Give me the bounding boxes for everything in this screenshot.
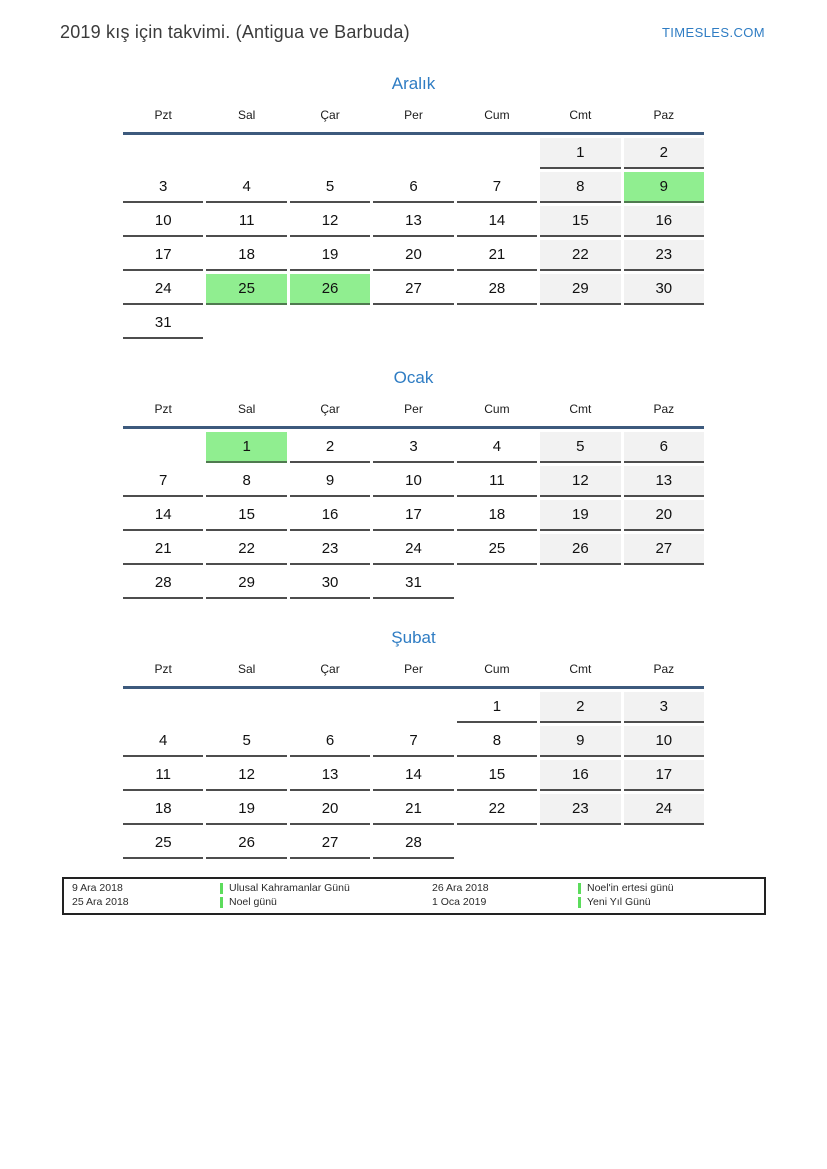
day-header: Çar [320,402,340,416]
legend-entry [578,882,756,895]
week-row [123,726,704,757]
day-cell: 12 [540,466,620,497]
day-cell: 16 [624,206,704,237]
empty-cell [624,308,704,339]
empty-cell [457,828,537,859]
day-cell: 28 [457,274,537,305]
empty-cell [290,692,370,723]
day-cell: 10 [624,726,704,757]
day-cell: 23 [290,534,370,565]
day-cell: 24 [624,794,704,825]
empty-cell [123,432,203,463]
day-cell: 8 [457,726,537,757]
day-cell: 4 [206,172,286,203]
week-row [123,760,704,791]
legend-label: Noel günü [229,896,277,908]
day-cell: 4 [123,726,203,757]
day-cell: 25 [206,274,286,305]
empty-cell [540,568,620,599]
week-row [123,432,704,463]
brand-link[interactable]: TIMESLES.COM [661,25,765,40]
day-cell: 30 [624,274,704,305]
legend-label: Ulusal Kahramanlar Günü [229,882,350,894]
day-cell: 18 [206,240,286,271]
day-cell: 8 [540,172,620,203]
day-cell: 23 [540,794,620,825]
day-cell: 21 [373,794,453,825]
empty-cell [540,828,620,859]
legend-entry [578,896,756,909]
legend-label: Noel'in ertesi günü [587,882,674,894]
holiday-marker-icon [578,883,581,894]
week-row [123,466,704,497]
day-cell: 5 [206,726,286,757]
day-cell: 13 [624,466,704,497]
day-cell: 2 [540,692,620,723]
day-header: Per [404,402,423,416]
day-cell: 27 [290,828,370,859]
day-cell: 15 [457,760,537,791]
day-header: Cmt [569,108,592,122]
day-cell: 7 [373,726,453,757]
empty-cell [540,308,620,339]
empty-cell [206,308,286,339]
empty-cell [206,692,286,723]
day-cell: 4 [457,432,537,463]
day-header: Paz [653,402,675,416]
legend-date: 1 Oca 2019 [432,896,487,908]
empty-cell [373,308,453,339]
day-cell: 6 [624,432,704,463]
empty-cell [123,692,203,723]
day-header: Sal [237,662,256,676]
day-cell: 16 [290,500,370,531]
page-title: 2019 kış için takvimi. (Antigua ve Barbuda) [60,22,410,42]
empty-cell [457,308,537,339]
day-cell: 14 [123,500,203,531]
day-cell: 17 [123,240,203,271]
day-cell: 1 [457,692,537,723]
day-cell: 12 [290,206,370,237]
day-cell: 1 [540,138,620,169]
day-cell: 8 [206,466,286,497]
day-header-row [123,649,704,689]
week-row [123,828,704,859]
day-header: Per [404,108,423,122]
day-cell: 7 [123,466,203,497]
day-cell: 28 [373,828,453,859]
day-cell: 27 [624,534,704,565]
day-cell: 9 [540,726,620,757]
day-cell: 11 [457,466,537,497]
day-cell: 30 [290,568,370,599]
day-cell: 2 [624,138,704,169]
day-cell: 9 [290,466,370,497]
day-header: Çar [320,662,340,676]
day-cell: 24 [123,274,203,305]
day-header: Cmt [569,402,592,416]
months [123,73,704,859]
day-cell: 9 [624,172,704,203]
week-row [123,308,704,339]
day-header: Pzt [154,662,172,676]
week-row [123,138,704,169]
day-header: Per [404,662,423,676]
day-cell: 10 [123,206,203,237]
day-cell: 19 [290,240,370,271]
day-cell: 18 [457,500,537,531]
day-cell: 19 [540,500,620,531]
day-header: Cum [484,662,510,676]
day-cell: 26 [206,828,286,859]
month-section [123,73,704,339]
empty-cell [624,568,704,599]
day-cell: 3 [123,172,203,203]
legend-entry [220,896,432,909]
day-cell: 18 [123,794,203,825]
holiday-marker-icon [220,883,223,894]
week-row [123,692,704,723]
day-cell: 21 [457,240,537,271]
day-cell: 7 [457,172,537,203]
day-cell: 14 [373,760,453,791]
day-cell: 11 [123,760,203,791]
day-cell: 16 [540,760,620,791]
day-header: Cmt [569,662,592,676]
week-row [123,206,704,237]
day-header-row [123,389,704,429]
empty-cell [457,138,537,169]
day-cell: 15 [206,500,286,531]
day-cell: 17 [624,760,704,791]
day-cell: 3 [624,692,704,723]
legend-entry [220,882,432,895]
day-cell: 11 [206,206,286,237]
day-cell: 22 [206,534,286,565]
empty-cell [373,138,453,169]
day-cell: 3 [373,432,453,463]
day-cell: 13 [290,760,370,791]
week-row [123,500,704,531]
legend-date: 9 Ara 2018 [72,882,123,894]
week-row [123,274,704,305]
holiday-marker-icon [220,897,223,908]
empty-cell [457,568,537,599]
week-row [123,568,704,599]
day-cell: 20 [290,794,370,825]
month-section [123,627,704,859]
empty-cell [123,138,203,169]
day-cell: 20 [624,500,704,531]
day-cell: 26 [540,534,620,565]
month-title: Aralık [391,74,436,93]
day-header: Sal [237,402,256,416]
day-header: Cum [484,402,510,416]
day-cell: 25 [123,828,203,859]
day-cell: 5 [540,432,620,463]
day-cell: 31 [123,308,203,339]
week-row [123,240,704,271]
day-cell: 14 [457,206,537,237]
legend-box [62,877,766,915]
day-header: Pzt [154,402,172,416]
day-cell: 10 [373,466,453,497]
day-cell: 22 [540,240,620,271]
day-cell: 2 [290,432,370,463]
week-row [123,794,704,825]
empty-cell [206,138,286,169]
day-cell: 26 [290,274,370,305]
page-header [0,0,827,43]
day-cell: 15 [540,206,620,237]
day-cell: 5 [290,172,370,203]
day-cell: 20 [373,240,453,271]
week-row [123,172,704,203]
legend-date: 26 Ara 2018 [432,882,489,894]
day-header: Cum [484,108,510,122]
day-header: Paz [653,662,675,676]
day-header: Paz [653,108,675,122]
empty-cell [624,828,704,859]
day-cell: 28 [123,568,203,599]
day-header: Pzt [154,108,172,122]
holiday-marker-icon [578,897,581,908]
day-cell: 6 [373,172,453,203]
day-cell: 31 [373,568,453,599]
empty-cell [290,138,370,169]
month-section [123,367,704,599]
legend-date: 25 Ara 2018 [72,896,129,908]
month-title: Şubat [391,628,436,647]
week-row [123,534,704,565]
day-cell: 6 [290,726,370,757]
day-header: Sal [237,108,256,122]
day-cell: 12 [206,760,286,791]
month-title: Ocak [393,368,434,387]
day-cell: 29 [540,274,620,305]
day-cell: 23 [624,240,704,271]
day-cell: 17 [373,500,453,531]
legend-label: Yeni Yıl Günü [587,896,651,908]
day-header: Çar [320,108,340,122]
day-cell: 25 [457,534,537,565]
empty-cell [290,308,370,339]
day-cell: 22 [457,794,537,825]
day-header-row [123,95,704,135]
day-cell: 13 [373,206,453,237]
day-cell: 1 [206,432,286,463]
day-cell: 27 [373,274,453,305]
empty-cell [373,692,453,723]
day-cell: 29 [206,568,286,599]
day-cell: 21 [123,534,203,565]
day-cell: 24 [373,534,453,565]
day-cell: 19 [206,794,286,825]
